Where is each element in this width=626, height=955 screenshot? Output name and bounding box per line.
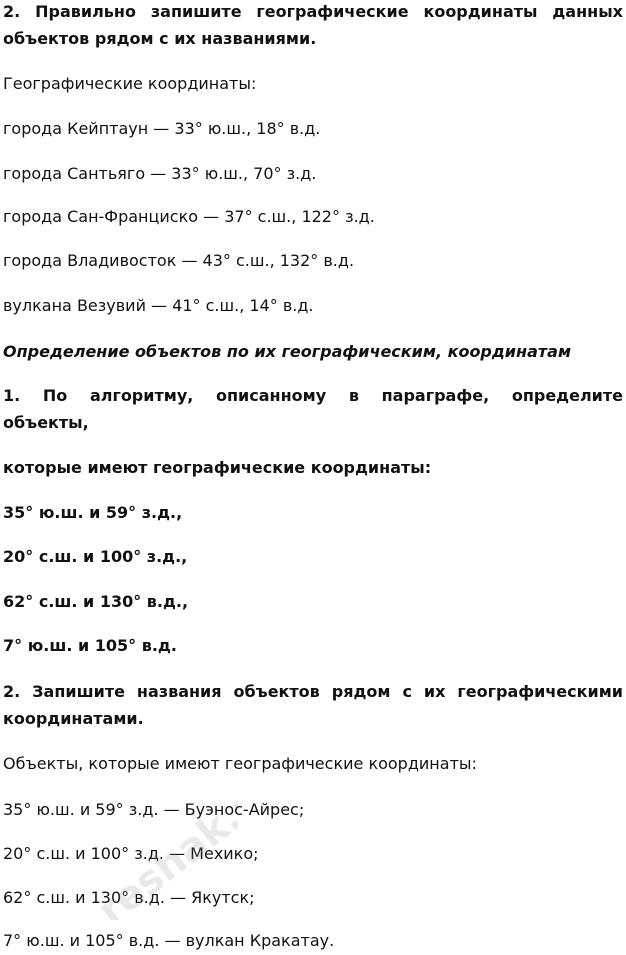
coordinate-item: города Сантьяго — 33° ю.ш., 70° з.д. <box>3 164 317 183</box>
task-1-line-2: объекты, <box>3 413 89 432</box>
answer-item: 7° ю.ш. и 105° в.д. — вулкан Кракатау. <box>3 931 335 950</box>
watermark-text: reshak.ru <box>89 770 238 920</box>
task-2-line-2: координатами. <box>3 709 144 728</box>
task-2-line-1: 2. Запишите названия объектов рядом с их географическими <box>3 682 623 701</box>
coordinate-item: вулкана Везувий — 41° с.ш., 14° в.д. <box>3 296 314 315</box>
task-1-line-3: которые имеют географические координаты: <box>3 458 432 477</box>
task-1-line-1: 1. По алгоритму, описанному в параграфе, определите <box>3 386 623 405</box>
coordinate-item: города Владивосток — 43° с.ш., 132° в.д. <box>3 251 355 270</box>
coords-item: 20° с.ш. и 100° з.д., <box>3 547 188 566</box>
coordinates-intro: Географические координаты: <box>3 74 257 93</box>
answer-item: 62° с.ш. и 130° в.д. — Якутск; <box>3 888 255 907</box>
answer-item: 20° с.ш. и 100° з.д. — Мехико; <box>3 844 259 863</box>
answer-item: 35° ю.ш. и 59° з.д. — Буэнос-Айрес; <box>3 800 305 819</box>
task-heading-line-2: объектов рядом с их названиями. <box>3 29 317 48</box>
answers-intro: Объекты, которые имеют географические координаты: <box>3 754 477 773</box>
coordinate-item: города Кейптаун — 33° ю.ш., 18° в.д. <box>3 119 321 138</box>
coords-item: 7° ю.ш. и 105° в.д. <box>3 636 177 655</box>
coords-item: 35° ю.ш. и 59° з.д., <box>3 503 183 522</box>
coords-item: 62° с.ш. и 130° в.д., <box>3 592 189 611</box>
section-title: Определение объектов по их географическим, координатам <box>3 342 572 361</box>
coordinate-item: города Сан-Франциско — 37° с.ш., 122° з.д. <box>3 207 375 226</box>
task-heading-line-1: 2. Правильно запишите географические координаты данных <box>3 2 623 21</box>
